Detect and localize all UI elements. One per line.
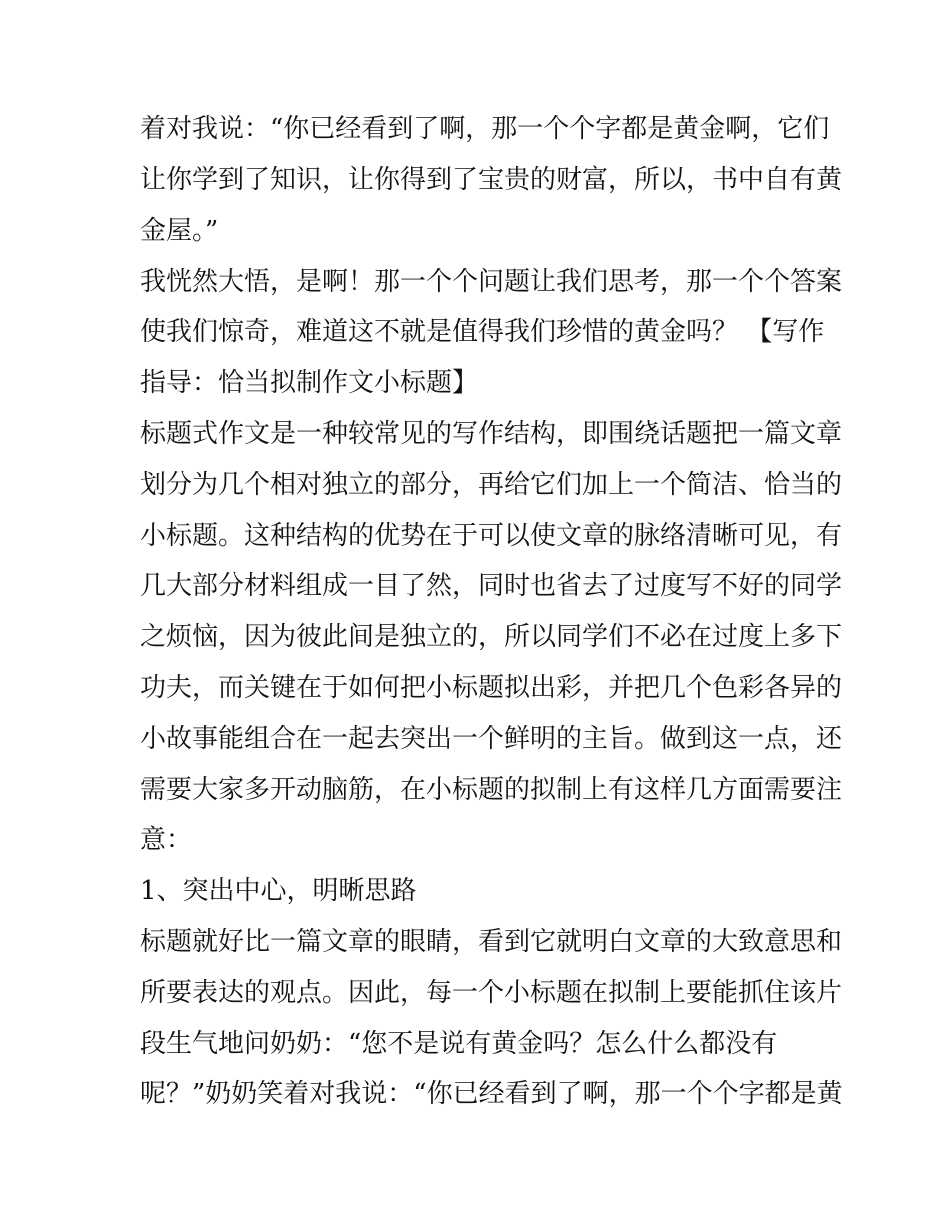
text-line: 意： — [140, 825, 193, 855]
text-line: 之烦恼，因为彼此间是独立的，所以同学们不必在过度上多下 — [140, 622, 843, 652]
text-line: 标题式作文是一种较常见的写作结构，即围绕话题把一篇文章 — [140, 419, 843, 449]
text-line: 让你学到了知识，让你得到了宝贵的财富，所以，书中自有黄 — [140, 165, 843, 195]
subsection-heading: 1、突出中心，明晰思路 — [140, 876, 417, 906]
text-line: 标题就好比一篇文章的眼睛，看到它就明白文章的大致意思和 — [140, 927, 843, 957]
text-line: 呢？”奶奶笑着对我说：“你已经看到了啊，那一个个字都是黄 — [140, 1079, 843, 1109]
text-line: 需要大家多开动脑筋，在小标题的拟制上有这样几方面需要注 — [140, 775, 843, 805]
text-line: 我恍然大悟，是啊！那一个个问题让我们思考，那一个个答案 — [140, 267, 843, 297]
text-line: 使我们惊奇，难道这不就是值得我们珍惜的黄金吗？ 【写作 — [140, 317, 825, 347]
text-line: 所要表达的观点。因此，每一个小标题在拟制上要能抓住该片 — [140, 978, 843, 1008]
text-line: 划分为几个相对独立的部分，再给它们加上一个简洁、恰当的 — [140, 470, 843, 500]
text-line: 小故事能组合在一起去突出一个鲜明的主旨。做到这一点，还 — [140, 724, 843, 754]
text-line: 小标题。这种结构的优势在于可以使文章的脉络清晰可见，有 — [140, 521, 843, 551]
text-line: 金屋。” — [140, 216, 219, 246]
text-line: 几大部分材料组成一目了然，同时也省去了过度写不好的同学 — [140, 571, 843, 601]
text-line: 着对我说：“你已经看到了啊，那一个个字都是黄金啊，它们 — [140, 114, 830, 144]
section-heading: 指导：恰当拟制作文小标题】 — [140, 368, 479, 398]
text-line: 功夫，而关键在于如何把小标题拟出彩，并把几个色彩各异的 — [140, 673, 843, 703]
text-line: 段生气地问奶奶：“您不是说有黄金吗？怎么什么都没有 — [140, 1029, 778, 1059]
